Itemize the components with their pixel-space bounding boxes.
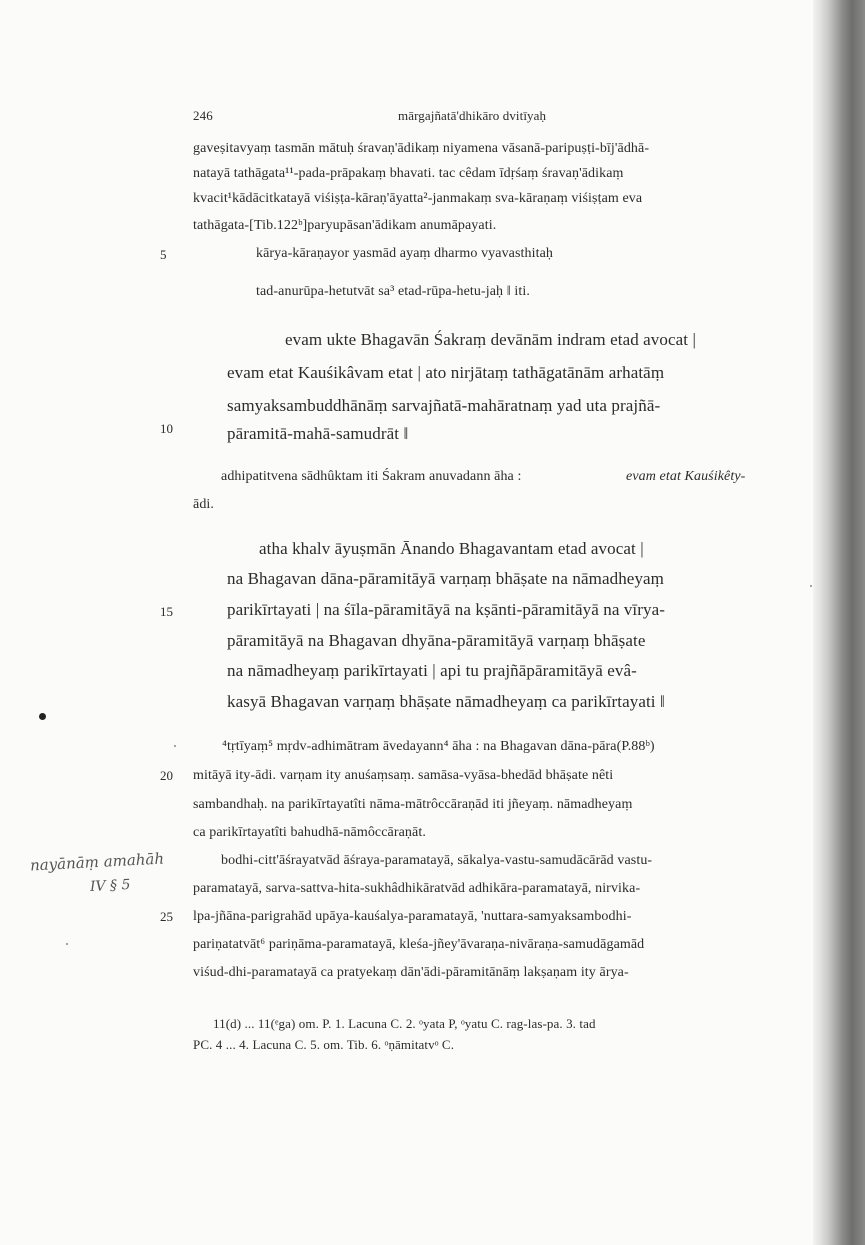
- handwritten-margin-note: nayānāṃ amahāh: [29, 849, 165, 875]
- sutra-line: samyaksambuddhānāṃ sarvajñatā-mahāratnaṃ yad uta prajñā-: [227, 396, 661, 415]
- line-number: 15: [160, 604, 173, 619]
- line-number: 10: [160, 421, 173, 436]
- text-line: kvacit¹kādācitkatayā viśiṣṭa-kāraṇ'āyatta²-janmakaṃ sva-kāraṇaṃ viśiṣṭam eva: [193, 191, 643, 206]
- text-line: tathāgata-[Tib.122ᵇ]paryupāsan'ādikam anumāpayati.: [193, 218, 497, 233]
- verse-line: tad-anurūpa-hetutvāt sa³ etad-rūpa-hetu-jaḥ ‖ iti.: [256, 284, 530, 299]
- commentary-line: lpa-jñāna-parigrahād upāya-kauśalya-paramatayā, 'nuttara-samyaksambodhi-: [193, 909, 632, 924]
- sutra-line: na Bhagavan dāna-pāramitāyā varṇaṃ bhāṣate na nāmadheyaṃ: [227, 569, 665, 588]
- sutra-line: kasyā Bhagavan varṇaṃ bhāṣate nāmadheyaṃ ca parikīrtayati ‖: [227, 692, 665, 711]
- commentary-line: ⁴tṛtīyaṃ⁵ mṛdv-adhimātram āvedayann⁴ āha : na Bhagavan dāna-pāra(P.88ᵇ): [222, 739, 655, 754]
- commentary-line: sambandhaḥ. na parikīrtayatîti nāma-mātrôccāraṇād iti jñeyaṃ. nāmadheyaṃ: [193, 797, 633, 812]
- paper-speck: [66, 943, 68, 945]
- verse-line: kārya-kāraṇayor yasmād ayaṃ dharmo vyavasthitaḥ: [256, 246, 554, 261]
- sutra-line: parikīrtayati | na śīla-pāramitāyā na kṣānti-pāramitāyā na vīrya-: [227, 600, 666, 619]
- sutra-line: pāramitāyā na Bhagavan dhyāna-pāramitāyā varṇaṃ bhāṣate: [227, 631, 646, 650]
- sutra-line: na nāmadheyaṃ parikīrtayati | api tu prajñāpāramitāyā evâ-: [227, 661, 637, 680]
- text-line: natayā tathāgata¹¹-pada-prāpakaṃ bhavati. tac cêdam īdṛśaṃ śravaṇ'ādikaṃ: [193, 166, 624, 181]
- text-line: gaveṣitavyaṃ tasmān mātuḥ śravaṇ'ādikaṃ niyamena vāsanā-paripuṣṭi-bīj'ādhā-: [193, 141, 650, 156]
- commentary-line: mitāyā ity-ādi. varṇam ity anuśaṃsaṃ. samāsa-vyāsa-bhedād bhāṣate nêti: [193, 768, 614, 783]
- sutra-line: pāramitā-mahā-samudrāt ‖: [227, 424, 409, 443]
- handwritten-margin-ref: IV § 5: [89, 876, 131, 896]
- line-number: 20: [160, 768, 173, 783]
- commentary-line: ca parikīrtayatîti bahudhā-nāmôccāraṇāt.: [193, 825, 426, 840]
- commentary-line: ādi.: [193, 497, 215, 512]
- sutra-line: evam etat Kauśikâvam etat | ato nirjātaṃ tathāgatānām arhatāṃ: [227, 363, 665, 382]
- page-number: 246: [193, 108, 213, 123]
- sutra-line: atha khalv āyuṣmān Ānando Bhagavantam etad avocat |: [259, 539, 644, 558]
- line-number: 25: [160, 909, 173, 924]
- line-number: 5: [160, 247, 167, 262]
- paper-speck: [174, 745, 176, 747]
- commentary-line: pariṇatatvāt⁶ pariṇāma-paramatayā, kleśa-jñey'āvaraṇa-nivāraṇa-samudāgamād: [193, 937, 645, 952]
- paper-speck: [810, 585, 812, 587]
- commentary-line: viśud-dhi-paramatayā ca pratyekaṃ dān'ādi-pāramitānāṃ lakṣaṇam ity ārya-: [193, 965, 629, 980]
- page-edge-shadow: [813, 0, 865, 1245]
- sutra-line: evam ukte Bhagavān Śakraṃ devānām indram etad avocat |: [285, 330, 696, 349]
- commentary-line: paramatayā, sarva-sattva-hita-sukhâdhikāratvād adhikāra-paramatayā, nirvika-: [193, 881, 641, 896]
- commentary-line: adhipatitvena sādhûktam iti Śakram anuvadann āha :: [221, 469, 522, 484]
- commentary-line-italic: evam etat Kauśikêty-: [626, 469, 746, 484]
- running-title: mārgajñatā'dhikāro dvitīyaḥ: [398, 108, 547, 123]
- footnote-line: 11(d) ... 11(ᵉga) om. P. 1. Lacuna C. 2. ᵒyata P, ᵒyatu C. rag-las-pa. 3. tad: [213, 1016, 596, 1031]
- ink-mark: [39, 713, 46, 720]
- footnote-line: PC. 4 ... 4. Lacuna C. 5. om. Tib. 6. ᵒṇāmitatvᵒ C.: [193, 1037, 455, 1052]
- commentary-line: bodhi-citt'āśrayatvād āśraya-paramatayā, sākalya-vastu-samudācārād vastu-: [221, 853, 653, 868]
